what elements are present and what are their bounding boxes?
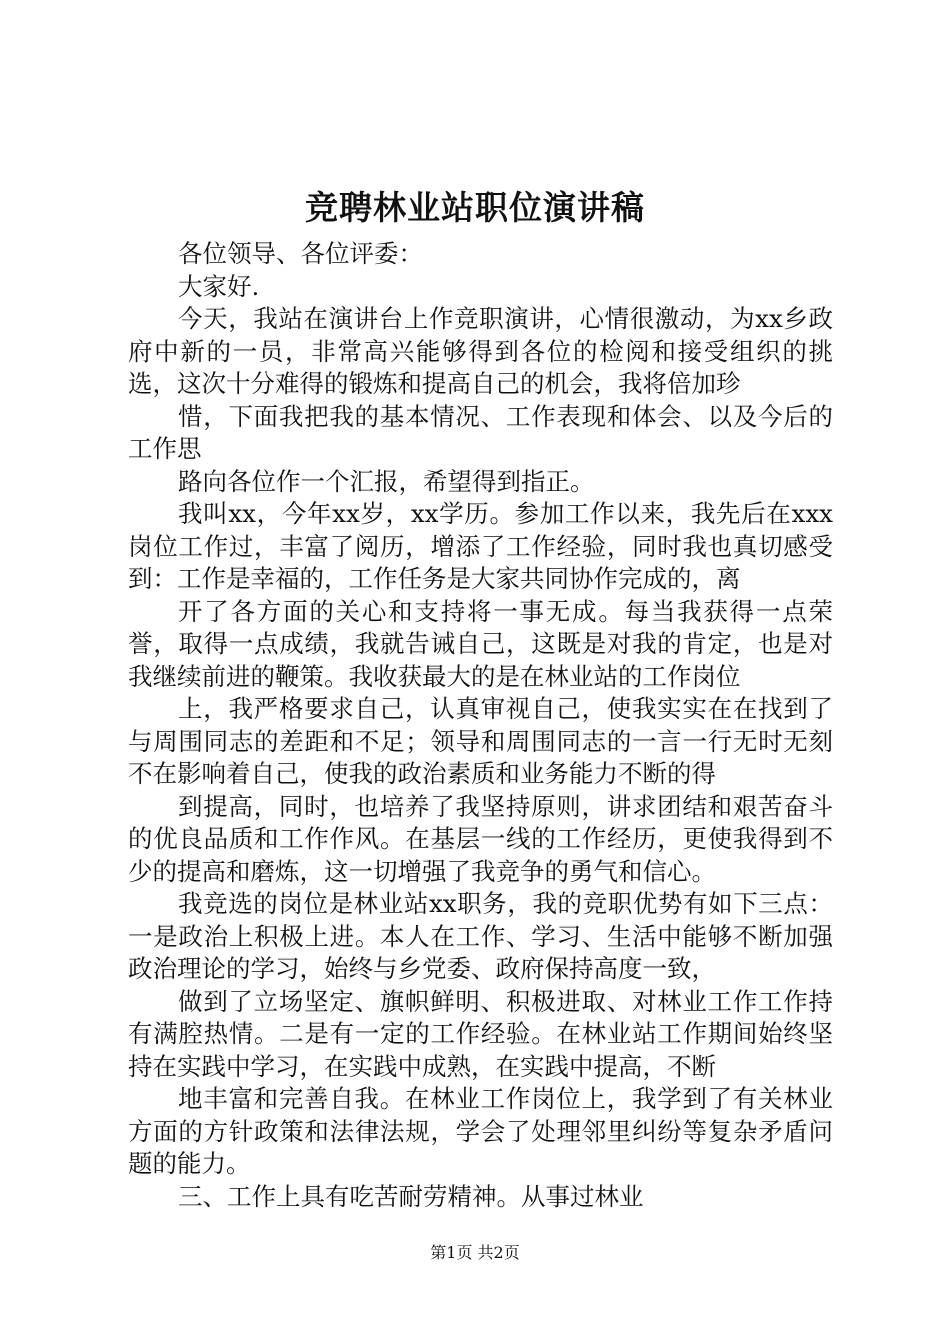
- paragraph-8: 我竞选的岗位是林业站xx职务，我的竞职优势有如下三点：一是政治上积极上进。本人在工作、学习、生活中能够不断加强政治理论的学习，始终与乡党委、政府保持高度一致，: [128, 889, 833, 983]
- paragraph-9: 做到了立场坚定、旗帜鲜明、积极进取、对林业工作工作持有满腔热情。二是有一定的工作经验。在林业站工作期间始终坚持在实践中学习，在实践中成熟，在实践中提高，不断: [128, 986, 833, 1081]
- paragraph-4: 我叫xx，今年xx岁，xx学历。参加工作以来，我先后在xxx岗位工作过，丰富了阅历，增添了工作经验，同时我也真切感受到：工作是幸福的，工作任务是大家共同协作完成的，离: [128, 499, 833, 593]
- paragraph-11: 三、工作上具有吃苦耐劳精神。从事过林业: [178, 1181, 644, 1211]
- paragraph-7: 到提高，同时，也培养了我坚持原则，讲求团结和艰苦奋斗的优良品质和工作作风。在基层一线的工作经历，更使我得到不少的提高和磨炼，这一切增强了我竞争的勇气和信心。: [128, 791, 833, 886]
- page-footer: 第1页 共2页: [430, 1243, 520, 1262]
- paragraph-hello: 大家好.: [178, 271, 260, 301]
- paragraph-2: 惜，下面我把我的基本情况、工作表现和体会、以及今后的工作思: [128, 401, 833, 463]
- paragraph-10: 地丰富和完善自我。在林业工作岗位上，我学到了有关林业方面的方针政策和法律法规，学会了处理邻里纠纷等复杂矛盾问题的能力。: [128, 1084, 833, 1178]
- document-body: [128, 238, 833, 1213]
- paragraph-greeting: 各位领导、各位评委：: [178, 239, 423, 268]
- paragraph-1: 今天，我站在演讲台上作竞职演讲，心情很激动，为xx乡政府中新的一员，非常高兴能够得到各位的检阅和接受组织的挑选，这次十分难得的锻炼和提高自己的机会，我将倍加珍: [128, 304, 833, 398]
- paragraph-3: 路向各位作一个汇报，希望得到指正。: [178, 466, 595, 496]
- document-title: 竞聘林业站职位演讲稿: [305, 188, 645, 227]
- paragraph-6: 上，我严格要求自己，认真审视自己，使我实实在在找到了与周围同志的差距和不足；领导和周围同志的一言一行无时无刻不在影响着自己，使我的政治素质和业务能力不断的得: [128, 694, 833, 788]
- paragraph-5: 开了各方面的关心和支持将一事无成。每当我获得一点荣誉，取得一点成绩，我就告诫自己，这既是对我的肯定，也是对我继续前进的鞭策。我收获最大的是在林业站的工作岗位: [128, 596, 833, 691]
